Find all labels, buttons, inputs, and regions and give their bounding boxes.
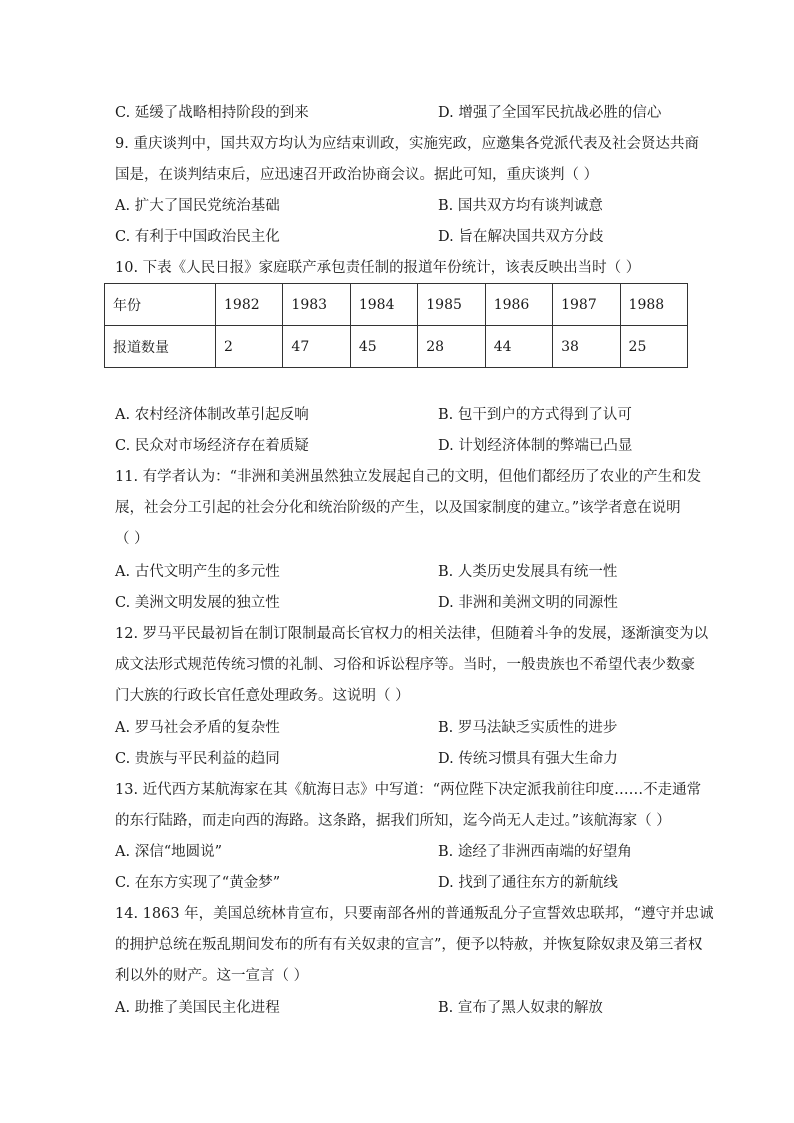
q9-stem-line-1: 9. 重庆谈判中，国共双方均认为应结束训政，实施宪政，应邀集各党派代表及社会贤达共商	[115, 136, 699, 152]
q9-option-c[interactable]: C. 有利于中国政治民主化	[115, 229, 280, 245]
q13-option-a[interactable]: A. 深信“地圆说”	[115, 844, 223, 860]
q11-options-row-ab	[115, 562, 695, 582]
table-cell-year: 1985	[418, 284, 485, 326]
q12-option-c[interactable]: C. 贵族与平民利益的趋同	[115, 751, 280, 767]
q11-option-d[interactable]: D. 非洲和美洲文明的同源性	[438, 595, 618, 611]
q8-options-row-cd	[115, 103, 695, 123]
table-cell-count: 28	[418, 326, 485, 368]
q10-option-b[interactable]: B. 包干到户的方式得到了认可	[438, 407, 632, 423]
q10-stem-line-1: 10. 下表《人民日报》家庭联产承包责任制的报道年份统计，该表反映出当时（ ）	[115, 260, 641, 276]
q11-options-row-cd	[115, 593, 695, 613]
q13-stem-line-2: 的东行陆路，而走向西的海路。这条路，据我们所知，迄今尚无人走过。”该航海家（ ）	[115, 813, 671, 829]
q11-stem-line-3: （ ）	[115, 531, 149, 547]
q11-stem-line-2: 展，社会分工引起的社会分化和统治阶级的产生，以及国家制度的建立。”该学者意在说明	[115, 500, 681, 516]
q10-options-row-cd	[115, 436, 695, 456]
q9-option-b[interactable]: B. 国共双方均有谈判诚意	[438, 198, 603, 214]
table-cell-year: 1984	[350, 284, 417, 326]
table-cell-year: 1982	[216, 284, 283, 326]
q14-option-b[interactable]: B. 宣布了黑人奴隶的解放	[438, 1000, 603, 1016]
table-header-count: 报道数量	[105, 326, 216, 368]
table-cell-year: 1986	[485, 284, 552, 326]
q13-options-row-ab	[115, 842, 695, 862]
q13-option-c[interactable]: C. 在东方实现了“黄金梦”	[115, 875, 281, 891]
q12-options-row-ab	[115, 718, 695, 738]
q11-option-b[interactable]: B. 人类历史发展具有统一性	[438, 564, 618, 580]
table-cell-year: 1983	[283, 284, 350, 326]
q14-stem-line-1: 14. 1863 年，美国总统林肯宣布，只要南部各州的普通叛乱分子宣誓效忠联邦，“遵守并忠诚	[115, 906, 714, 922]
q12-stem-line-3: 门大族的行政长官任意处理政务。这说明（ ）	[115, 688, 410, 704]
q9-options-row-ab	[115, 196, 695, 216]
q12-option-a[interactable]: A. 罗马社会矛盾的复杂性	[115, 720, 280, 736]
q14-stem-line-3: 利以外的财产。这一宣言（ ）	[115, 968, 309, 984]
q9-option-d[interactable]: D. 旨在解决国共双方分歧	[438, 229, 604, 245]
q10-option-d[interactable]: D. 计划经济体制的弊端已凸显	[438, 438, 633, 454]
table-cell-count: 47	[283, 326, 350, 368]
report-count-table	[104, 283, 688, 368]
q12-stem-line-1: 12. 罗马平民最初旨在制订限制最高长官权力的相关法律，但随着斗争的发展，逐渐演变为以	[115, 626, 709, 642]
table-row-years	[105, 284, 688, 326]
q11-stem-line-1: 11. 有学者认为：“非洲和美洲虽然独立发展起自己的文明，但他们都经历了农业的产生和发	[115, 469, 702, 485]
q13-stem-line-1: 13. 近代西方某航海家在其《航海日志》中写道：“两位陛下决定派我前往印度……不走通常	[115, 782, 702, 798]
table-cell-count: 25	[620, 326, 687, 368]
q10-options-row-ab	[115, 405, 695, 425]
table-cell-count: 44	[485, 326, 552, 368]
table-cell-count: 38	[553, 326, 620, 368]
q11-option-c[interactable]: C. 美洲文明发展的独立性	[115, 595, 280, 611]
q14-stem-line-2: 的拥护总统在叛乱期间发布的所有有关奴隶的宣言”，便予以特赦，并恢复除奴隶及第三者权	[115, 937, 703, 953]
q13-option-d[interactable]: D. 找到了通往东方的新航线	[438, 875, 618, 891]
q10-option-a[interactable]: A. 农村经济体制改革引起反响	[115, 407, 309, 423]
table-header-year: 年份	[105, 284, 216, 326]
q14-option-a[interactable]: A. 助推了美国民主化进程	[115, 1000, 280, 1016]
q8-option-c[interactable]: C. 延缓了战略相持阶段的到来	[115, 105, 309, 121]
q12-option-d[interactable]: D. 传统习惯具有强大生命力	[438, 751, 618, 767]
q13-options-row-cd	[115, 873, 695, 893]
table-row-counts	[105, 326, 688, 368]
q11-option-a[interactable]: A. 古代文明产生的多元性	[115, 564, 280, 580]
q9-options-row-cd	[115, 227, 695, 247]
table-cell-count: 45	[350, 326, 417, 368]
q12-option-b[interactable]: B. 罗马法缺乏实质性的进步	[438, 720, 618, 736]
q9-stem-line-2: 国是，在谈判结束后，应迅速召开政治协商会议。据此可知，重庆谈判（ ）	[115, 167, 599, 183]
table-cell-count: 2	[216, 326, 283, 368]
table-cell-year: 1987	[553, 284, 620, 326]
table-cell-year: 1988	[620, 284, 687, 326]
q10-option-c[interactable]: C. 民众对市场经济存在着质疑	[115, 438, 309, 454]
q9-option-a[interactable]: A. 扩大了国民党统治基础	[115, 198, 280, 214]
q14-options-row-ab	[115, 998, 695, 1018]
q13-option-b[interactable]: B. 途经了非洲西南端的好望角	[438, 844, 632, 860]
q8-option-d[interactable]: D. 增强了全国军民抗战必胜的信心	[438, 105, 662, 121]
q12-stem-line-2: 成文法形式规范传统习惯的礼制、习俗和诉讼程序等。当时，一般贵族也不希望代表少数豪	[115, 657, 695, 673]
q12-options-row-cd	[115, 749, 695, 769]
